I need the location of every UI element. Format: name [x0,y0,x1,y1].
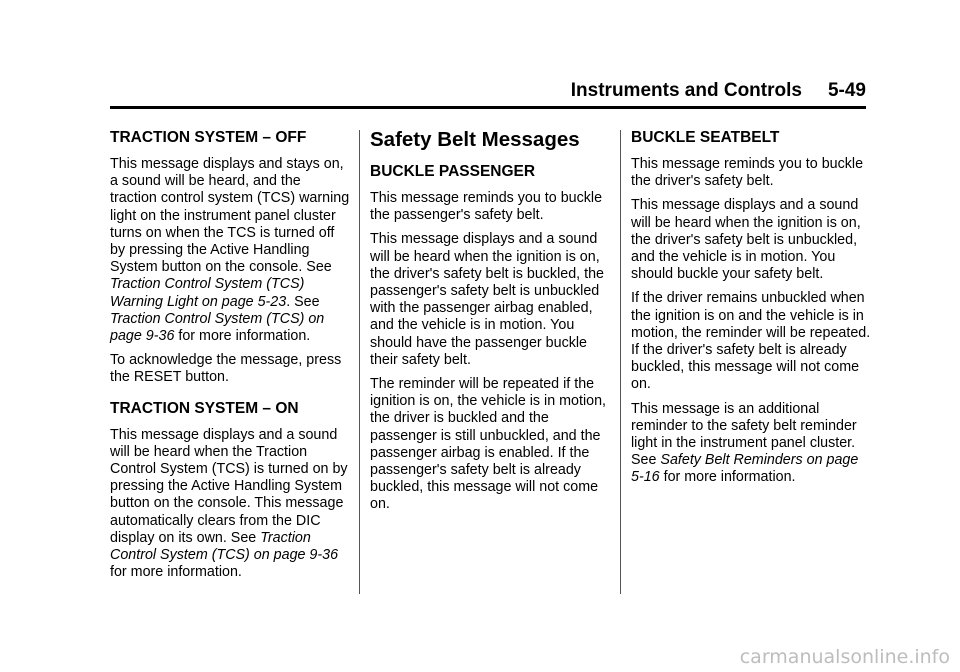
cross-reference-link[interactable]: Traction Control System (TCS) on page 9-36 [110,310,325,345]
heading-buckle-passenger: BUCKLE PASSENGER [370,163,536,180]
paragraph [110,427,350,582]
body-text: for more information. [110,564,242,581]
heading-buckle-seatbelt: BUCKLE SEATBELT [631,129,780,146]
section-heading-safety-belt-messages: Safety Belt Messages [370,128,580,151]
paragraph [631,401,871,487]
paragraph: This message displays and a sound will be heard when the ignition is on, the driver's safety belt is buckled, the passenger's safety belt is unbuckled with the passenger airbag enabled, and the vehicle is in motion. You should have the passenger buckle their safety belt. [370,231,604,368]
paragraph: To acknowledge the message, press the RESET button. [110,352,342,386]
body-text: for more information. [174,328,311,345]
watermark: carmanualsonline.info [739,646,950,668]
heading-traction-off: TRACTION SYSTEM – OFF [110,129,307,146]
column-divider [620,130,621,594]
cross-reference-link[interactable]: Traction Control System (TCS) on page 9-36 [110,529,339,564]
cross-reference-link[interactable]: Safety Belt Reminders on page 5-16 [631,452,859,486]
column-divider [359,130,360,594]
column-middle [370,128,610,521]
column-left [110,128,350,588]
paragraph: This message displays and a sound will be heard when the ignition is on, the driver's safety belt is unbuckled, and the vehicle is in motion. You should buckle your safety belt. [631,197,861,283]
paragraph: This message reminds you to buckle the passenger's safety belt. [370,190,603,224]
header-rule [110,106,866,109]
page-number: 5-49 [827,80,866,101]
body-text: This message displays and a sound will be heard when the Traction Control System (TCS) is turned on by pressing the Active Handling System button on the console. This message automatically clears from the DIC display on its own. See [110,426,348,546]
body-text: for more information. [659,469,796,486]
paragraph: This message reminds you to buckle the driver's safety belt. [631,156,864,190]
body-text: This message is an additional reminder to the safety belt reminder light in the instrument panel cluster. See [631,400,857,469]
body-text: . See [286,293,320,310]
paragraph: If the driver remains unbuckled when the ignition is on and the vehicle is in motion, the reminder will be repeated. If the driver's safety belt is already buckled, this message will not come on. [631,290,871,393]
paragraph: The reminder will be repeated if the ignition is on, the vehicle is in motion, the driver is buckled and the passenger is still unbuckled, and the passenger airbag is enabled. If the passenger's safety belt is already buckled, this message will not come on. [370,376,607,513]
section-title: Instruments and Controls [570,80,802,101]
heading-traction-on: TRACTION SYSTEM – ON [110,399,299,417]
paragraph [110,156,350,345]
body-text: This message displays and stays on, a sound will be heard, and the traction control system (TCS) warning light on the instrument panel cluster turns on when the TCS is turned off by pressing the Active Handling System button on the console. See [110,156,350,276]
page-header [110,78,866,104]
cross-reference-link[interactable]: Traction Control System (TCS) Warning Light on page 5-23 [110,276,305,310]
column-right [631,128,871,494]
